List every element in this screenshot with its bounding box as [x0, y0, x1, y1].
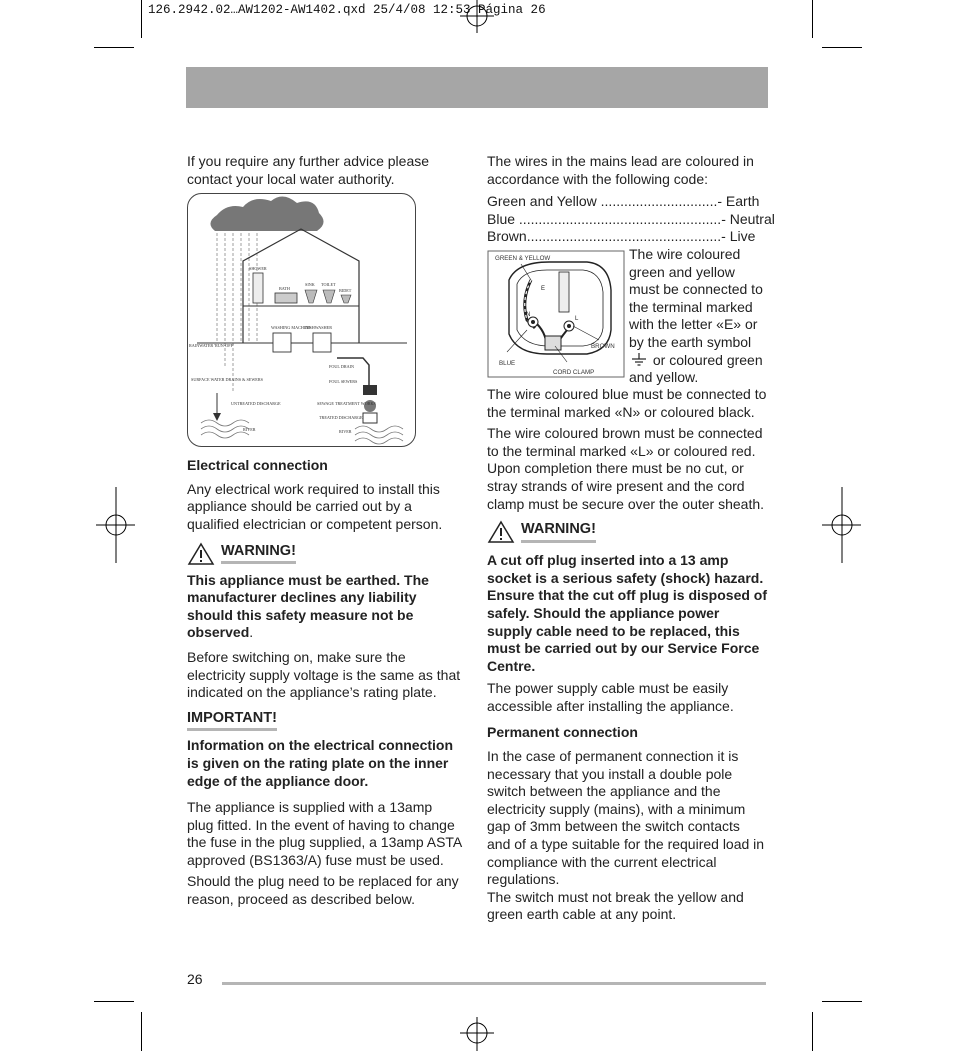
accessible-text: The power supply cable must be easily accessible after installing the appliance.: [487, 680, 734, 714]
electrical-text: Any electrical work required to install this appliance should be carried out by a qualified electrician or competent person.: [187, 480, 443, 532]
warning-triangle-icon: [487, 520, 515, 544]
green-yellow-text: The wire coloured green and yellow must be connected to the terminal marked with the letter «E» or by the earth symbol or coloured green and yellow.: [629, 245, 763, 386]
plug-label-brown: BROWN: [591, 342, 615, 350]
information-text: Information on the electrical connection is given on the rating plate on the inner edge of the appliance door.: [187, 737, 454, 789]
brown-wire-text: The wire coloured brown must be connected to the terminal marked «L» or coloured red.: [487, 425, 763, 459]
important-label: IMPORTANT!: [187, 710, 277, 732]
label-toilet: TOILET: [321, 282, 336, 288]
electrical-heading: Electrical connection: [187, 457, 328, 474]
label-untreated: UNTREATED DISCHARGE: [231, 401, 281, 407]
label-sink: SINK: [305, 282, 315, 288]
label-foul-sewers: FOUL SEWERS: [329, 379, 358, 385]
plug-section: [487, 246, 767, 386]
code-row-neutral: Blue ....................................................- Neutral: [487, 210, 775, 227]
intro-text: If you require any further advice please contact your local water authority.: [187, 153, 430, 187]
permanent-heading: Permanent connection: [487, 724, 638, 741]
plug-terminal-l: L: [575, 315, 579, 322]
label-sewage: SEWAGE TREATMENT WORKS: [317, 401, 376, 407]
plug-label-green-yellow: GREEN & YELLOW: [495, 254, 551, 262]
left-column: [187, 153, 462, 909]
page-number: 26: [187, 971, 203, 987]
colour-code-list: [487, 193, 775, 246]
plug-terminal-e: E: [541, 285, 546, 292]
permanent-text: In the case of permanent connection it is necessary that you install a double pole switch between the appliance and the electricity supply (mains), with a minimum gap of 3mm between the switch contacts and of a type suitable for the required load in compliance with the current electrical regulations.: [487, 748, 765, 888]
code-row-live: Brown..................................................- Live: [487, 228, 756, 245]
switch-text: The switch must not break the yellow and green earth cable at any point.: [487, 888, 744, 923]
label-river-left: RIVER: [243, 427, 256, 433]
earth-symbol-icon: [631, 353, 647, 366]
print-slug: 126.2942.02…AW1202-AW1402.qxd 25/4/08 12:53 Página 26: [148, 3, 546, 17]
right-column: [487, 153, 775, 924]
plug-diagram: [487, 250, 625, 378]
plug-label-cord-clamp: CORD CLAMP: [553, 368, 595, 376]
label-river-right: RIVER: [339, 429, 352, 435]
code-row-earth: Green and Yellow ..............................- Earth: [487, 193, 760, 210]
cutoff-warning-text: A cut off plug inserted into a 13 amp socket is a serious safety (shock) hazard. Ensure that the cut off plug is disposed of safely. Should the appliance power supply cable need to be replaced, this must be carried out by our Service Force Centre.: [487, 552, 768, 674]
warning-label: WARNING!: [521, 521, 596, 543]
supplied-text: The appliance is supplied with a 13amp plug fitted. In the event of having to change the fuse in the plug supplied, a 13amp ASTA approved (BS1363/A) fuse must be used.: [187, 799, 462, 868]
replace-text: Should the plug need to be replaced for any reason, proceed as described below.: [187, 873, 459, 908]
drainage-diagram: [187, 193, 417, 448]
header-bar: [186, 67, 768, 108]
plug-terminal-n: N: [526, 311, 531, 318]
right-warning: [487, 520, 767, 544]
warning-triangle-icon: [187, 542, 215, 566]
label-foul-drain: FOUL DRAIN: [329, 364, 355, 370]
completion-text: Upon completion there must be no cut, or stray strands of wire present and the cord clamp must be secure over the outer sheath.: [487, 460, 765, 512]
footer-rule: [222, 982, 766, 985]
label-bath: BATH: [279, 286, 290, 292]
warning-label: WARNING!: [221, 543, 296, 565]
label-treated: TREATED DISCHARGE: [319, 415, 363, 421]
plug-label-blue: BLUE: [499, 359, 516, 367]
label-rainwater: RAINWATER 'RUN-OFF': [189, 343, 234, 349]
blue-wire-text: The wire coloured blue must be connected to the terminal marked «N» or coloured black.: [487, 385, 767, 420]
before-switching-text: Before switching on, make sure the electricity supply voltage is the same as that indicated on the appliance’s rating plate.: [187, 648, 461, 701]
label-dishwasher: DISHWASHER: [305, 325, 332, 331]
wires-intro: The wires in the mains lead are coloured in accordance with the following code:: [487, 153, 754, 187]
label-washing-machine: WASHING MACHINE: [271, 325, 311, 331]
earthed-text: This appliance must be earthed. The manufacturer declines any liability should this safety measure not be observed.: [187, 571, 429, 641]
label-shower: SHOWER: [249, 266, 267, 272]
left-warning: [187, 542, 462, 566]
label-bidet: BIDET: [339, 288, 352, 294]
label-surface-water: SURFACE WATER DRAINS & SEWERS: [191, 377, 263, 383]
